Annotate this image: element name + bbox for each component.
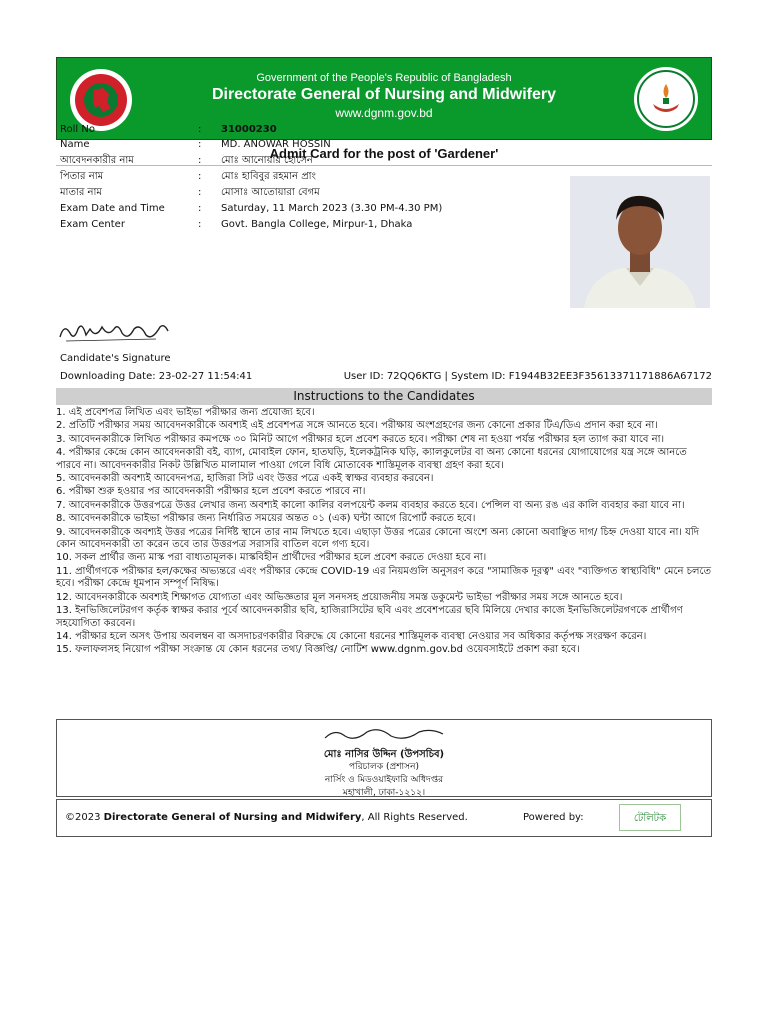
instruction-item: 3. আবেদনকারীকে লিখিত পরীক্ষার কমপক্ষে ৩০ মিনিট আগে পরীক্ষার হলে প্রবেশ করতে হবে। পরীক্ষা শেষ না হওয়া পর্যন্ত পরীক্ষার হল ত্যাগ করা যাবে না। xyxy=(56,433,665,445)
header-government-line: Government of the People's Republic of Bangladesh xyxy=(256,72,512,84)
field-value: 31000230 xyxy=(221,124,277,135)
field-colon: : xyxy=(198,155,202,166)
admit-card xyxy=(56,57,712,824)
field-value: মোঃ আনোয়ার হোসেন xyxy=(221,155,313,166)
copyright-org: Directorate General of Nursing and Midwifery xyxy=(103,812,362,823)
teletalk-logo xyxy=(619,804,681,831)
field-colon: : xyxy=(198,124,202,135)
instruction-item: 15. ফলাফলসহ নিয়োগ পরীক্ষা সংক্রান্ত যে কোন ধরনের তথ্য/ বিজ্ঞপ্তি/ নোটিশ www.dgnm.gov.bd ওয়েবসাইটে প্রকাশ করা হবে। xyxy=(56,644,580,656)
field-value: Govt. Bangla College, Mirpur-1, Dhaka xyxy=(221,219,413,230)
field-colon: : xyxy=(198,171,202,182)
instruction-item: 9. আবেদনকারীকে অবশ্যই উত্তর পত্রের নির্দিষ্ট স্থানে তার নাম লিখতে হবে। এছাড়া উত্তর পত্রের কোনো অংশে অন্য কোনো অবাঞ্ছিত দাগ/ চিহ্ন দেওয়া যাবে না। যদি কোন আবেদনকারী তা করেন তবে তার উত্তরপত্র সরাসরি বাতিল বলে গণ্য হবে। xyxy=(56,526,700,551)
instruction-item: 14. পরীক্ষার হলে অসৎ উপায় অবলম্বন বা অসদাচরণকারীর বিরুদ্ধে যে কোনো ধরনের শাস্তিমূলক ব্যবস্থা নেওয়ার সব অধিকার কর্তৃপক্ষ সংরক্ষণ করেন। xyxy=(56,630,647,642)
header-website: www.dgnm.gov.bd xyxy=(335,106,433,120)
field-value: Saturday, 11 March 2023 (3.30 PM-4.30 PM) xyxy=(221,203,443,214)
user-system-id: User ID: 72QQ6KTG | System ID: F1944B32EE3F35613371171886A67172 xyxy=(343,371,712,382)
field-colon: : xyxy=(198,203,202,214)
authority-designation: পরিচালক (প্রশাসন) xyxy=(349,762,419,772)
field-label: Exam Center xyxy=(60,219,125,230)
teletalk-logo-text: টেলিটক xyxy=(633,813,667,824)
field-colon: : xyxy=(198,187,202,198)
authority-block xyxy=(56,719,712,797)
admit-card-title: Admit Card for the post of 'Gardener' xyxy=(56,143,712,166)
field-label: Exam Date and Time xyxy=(60,203,165,214)
instructions-title: Instructions to the Candidates xyxy=(56,388,712,405)
authority-address: মহাখালী, ঢাকা-১২১২। xyxy=(342,788,426,798)
downloading-date: Downloading Date: 23-02-27 11:54:41 xyxy=(60,371,253,382)
authority-office: নার্সিং ও মিডওয়াইফারি অধিদপ্তর xyxy=(324,775,444,785)
instruction-item: 13. ইনভিজিলেটরগণ কর্তৃক স্বাক্ষর করার পূর্বে আবেদনকারীর ছবি, হাজিরাসিটের ছবি এবং প্রবেশপত্রের ছবি মিলিয়ে দেখার কাজে ইনভিজিলেটরগণকে প্রার্থীগণ সহযোগিতা করবেন। xyxy=(56,605,683,629)
instruction-item: 5. আবেদনকারী অবশ্যই আবেদনপত্র, হাজিরা সিট এবং উত্তর পত্রে একই স্বাক্ষর ব্যবহার করবেন। xyxy=(56,473,434,485)
instruction-item: 8. আবেদনকারীকে ভাইভা পরীক্ষার জন্য নির্ধারিত সময়ের অন্তত ০১ (এক) ঘন্টা আগে রিপোর্ট করতে হবে। xyxy=(56,513,476,525)
footer xyxy=(56,799,712,837)
candidate-signature xyxy=(56,315,176,347)
field-colon: : xyxy=(198,139,202,150)
candidate-signature-label: Candidate's Signature xyxy=(60,353,171,364)
instructions-list xyxy=(56,407,712,658)
field-value: মোঃ হাবিবুর রহমান প্রাং xyxy=(221,171,316,182)
instruction-item: 1. এই প্রবেশপত্র লিখিত এবং ভাইভা পরীক্ষার জন্য প্রযোজ্য হবে। xyxy=(56,407,315,418)
copyright xyxy=(65,812,468,823)
field-label: Roll No xyxy=(60,124,95,135)
instruction-item: 10. সকল প্রার্থীর জন্য মাস্ক পরা বাধ্যতামূলক। মাস্কবিহীন প্রার্থীদের পরীক্ষার হলে প্রবেশ করতে দেওয়া হবে না। xyxy=(56,552,487,564)
instruction-item: 11. প্রার্থীগণকে পরীক্ষার হল/কক্ষের অভ্যন্তরে এবং পরীক্ষার কেন্দ্রে COVID-19 এর নিয়মগুলি অনুসরণ করে "সামাজিক দূরত্ব" এবং "ব্যক্তিগত স্বাস্থ্যবিধি" মেনে চলতে হবে। পরীক্ষা কেন্দ্রে ধূমপান সম্পূর্ণ নিষিদ্ধ। xyxy=(56,565,711,590)
authority-signature xyxy=(315,724,455,744)
authority-name: মোঃ নাসির উদ্দিন (উপসচিব) xyxy=(323,749,445,760)
field-label: Name xyxy=(60,139,90,150)
copyright-suffix: , All Rights Reserved. xyxy=(361,812,468,823)
field-label: মাতার নাম xyxy=(60,187,102,198)
field-value: মোসাঃ আতোয়ারা বেগম xyxy=(221,187,320,198)
field-label: পিতার নাম xyxy=(60,171,104,182)
field-value: MD. ANOWAR HOSSIN xyxy=(221,139,331,150)
instruction-item: 6. পরীক্ষা শুরু হওয়ার পর আবেদনকারী পরীক্ষার হলে প্রবেশ করতে পারবে না। xyxy=(56,486,366,498)
copyright-prefix: ©2023 xyxy=(65,812,104,823)
instruction-item: 12. আবেদনকারীকে অবশ্যই শিক্ষাগত যোগ্যতা এবং অভিজ্ঞতার মূল সনদসহ প্রয়োজনীয় সমস্ত ডকুমেন্ট ভাইভা পরীক্ষার সময় সঙ্গে আনতে হবে। xyxy=(56,591,623,603)
dgnm-logo xyxy=(633,66,699,132)
powered-by-label: Powered by: xyxy=(523,812,584,823)
instruction-item: 7. আবেদনকারীকে উত্তরপত্রে উত্তর লেখার জন্য অবশ্যই কালো কালির বলপয়েন্ট কলম ব্যবহার করতে হবে। পেন্সিল বা অন্য রঙ এর কালি ব্যবহার করা যাবে না। xyxy=(56,499,685,511)
field-colon: : xyxy=(198,219,202,230)
header-directorate-name: Directorate General of Nursing and Midwifery xyxy=(211,86,557,103)
instruction-item: 2. প্রতিটি পরীক্ষার সময় আবেদনকারীকে অবশ্যই এই প্রবেশপত্র সঙ্গে আনতে হবে। পরীক্ষায় অংশগ্রহণের জন্য কোনো প্রকার টিএ/ডিএ প্রদান করা হবে না। xyxy=(56,420,658,432)
candidate-photo xyxy=(570,176,710,308)
instruction-item: 4. পরীক্ষার কেন্দ্রে কোন আবেদনকারী বই, ব্যাগ, মোবাইল ফোন, হাতঘড়ি, ইলেকট্রনিক ঘড়ি, ক্যালকুলেটর বা অন্য কোনো ধরনের যোগাযোগের যন্ত্র সঙ্গে আনতে পারবে না। আবেদনকারীর নিকট উল্লিখিত মালামাল পাওয়া গেলে বিধি মোতাবেক শাস্তিমূলক ব্যবস্থা গ্রহণ করা হবে। xyxy=(56,447,687,471)
field-label: আবেদনকারীর নাম xyxy=(60,155,134,166)
